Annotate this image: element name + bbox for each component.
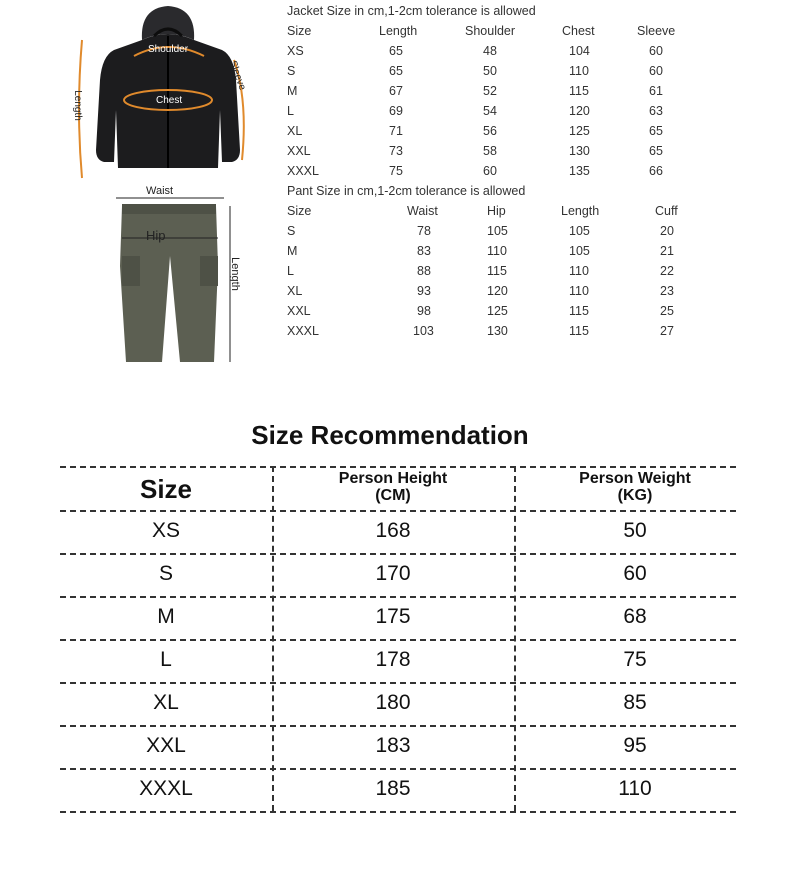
recommendation-title: Size Recommendation bbox=[251, 420, 529, 450]
jacket-header-shoulder: Shoulder bbox=[465, 24, 516, 38]
rec-size-cell: XS bbox=[151, 519, 180, 542]
rec-size-cell: XL bbox=[153, 691, 179, 714]
chest-cell: 130 bbox=[569, 144, 590, 158]
shoulder-label: Shoulder bbox=[148, 44, 189, 55]
waist-cell: 83 bbox=[417, 244, 431, 258]
cuff-cell: 21 bbox=[660, 244, 674, 258]
waist-cell: 93 bbox=[417, 284, 431, 298]
length-cell: 75 bbox=[389, 164, 403, 178]
size-cell: L bbox=[287, 264, 294, 278]
size-cell: XXL bbox=[287, 144, 311, 158]
height-column-header bbox=[272, 470, 514, 504]
size-cell: M bbox=[287, 244, 298, 258]
cuff-cell: 23 bbox=[660, 284, 674, 298]
shoulder-cell: 58 bbox=[483, 144, 497, 158]
length-cell: 67 bbox=[389, 84, 403, 98]
sleeve-cell: 65 bbox=[649, 144, 663, 158]
cuff-cell: 20 bbox=[660, 224, 674, 238]
hip-cell: 120 bbox=[487, 284, 508, 298]
weight-header-line2: (KG) bbox=[617, 487, 653, 504]
pant-header-hip: Hip bbox=[487, 204, 506, 218]
shoulder-cell: 52 bbox=[483, 84, 497, 98]
jacket-header-chest: Chest bbox=[562, 24, 595, 38]
column-divider bbox=[514, 466, 516, 811]
jacket-header-size: Size bbox=[287, 24, 312, 38]
jacket-image bbox=[72, 0, 264, 188]
sleeve-cell: 60 bbox=[649, 64, 663, 78]
chest-label: Chest bbox=[156, 95, 183, 106]
length-cell: 105 bbox=[569, 224, 590, 238]
rec-weight-cell: 75 bbox=[623, 648, 647, 671]
length-cell: 105 bbox=[569, 244, 590, 258]
rec-size-cell: XXL bbox=[146, 734, 186, 757]
column-divider bbox=[272, 466, 274, 811]
length-cell: 65 bbox=[389, 64, 403, 78]
size-cell: S bbox=[287, 64, 296, 78]
sleeve-label: Sleeve bbox=[226, 59, 248, 92]
rec-height-cell: 180 bbox=[375, 691, 411, 714]
cuff-cell: 25 bbox=[660, 304, 674, 318]
row-divider bbox=[60, 639, 736, 641]
sleeve-cell: 60 bbox=[649, 44, 663, 58]
pants-length-label: Length bbox=[228, 257, 241, 291]
chest-cell: 135 bbox=[569, 164, 590, 178]
size-cell: XXXL bbox=[287, 324, 319, 338]
size-cell: XXL bbox=[287, 304, 311, 318]
pants-illustration bbox=[100, 186, 250, 366]
row-divider bbox=[60, 811, 736, 813]
row-divider bbox=[60, 510, 736, 512]
sleeve-cell: 63 bbox=[649, 104, 663, 118]
row-divider bbox=[60, 725, 736, 727]
pant-header-length: Length bbox=[561, 204, 600, 218]
row-divider bbox=[60, 553, 736, 555]
rec-weight-cell: 60 bbox=[623, 562, 647, 585]
hip-cell: 130 bbox=[487, 324, 508, 338]
jacket-header-length: Length bbox=[379, 24, 418, 38]
rec-height-cell: 183 bbox=[375, 734, 411, 757]
jacket-chart-title: Jacket Size in cm,1-2cm tolerance is allowed bbox=[287, 4, 536, 18]
length-cell: 115 bbox=[569, 324, 589, 338]
size-cell: XS bbox=[287, 44, 304, 58]
rec-weight-cell: 50 bbox=[623, 519, 647, 542]
rec-weight-cell: 110 bbox=[618, 777, 652, 800]
length-cell: 115 bbox=[569, 304, 589, 318]
size-column-header: Size bbox=[139, 474, 193, 504]
size-cell: XXXL bbox=[287, 164, 319, 178]
chest-cell: 110 bbox=[569, 64, 589, 78]
rec-weight-cell: 95 bbox=[623, 734, 647, 757]
rec-size-cell: S bbox=[158, 562, 173, 585]
chest-cell: 115 bbox=[569, 84, 589, 98]
waist-cell: 78 bbox=[417, 224, 431, 238]
size-cell: S bbox=[287, 224, 296, 238]
size-cell: L bbox=[287, 104, 294, 118]
chest-cell: 120 bbox=[569, 104, 590, 118]
pants-image bbox=[100, 186, 250, 366]
sleeve-cell: 61 bbox=[649, 84, 663, 98]
shoulder-cell: 50 bbox=[483, 64, 497, 78]
jacket-illustration bbox=[72, 0, 264, 188]
pant-header-waist: Waist bbox=[407, 204, 438, 218]
shoulder-cell: 54 bbox=[483, 104, 497, 118]
rec-size-cell: M bbox=[157, 605, 175, 628]
jacket-header-sleeve: Sleeve bbox=[637, 24, 676, 38]
chest-cell: 125 bbox=[569, 124, 590, 138]
rec-height-cell: 168 bbox=[375, 519, 411, 542]
pant-chart-title: Pant Size in cm,1-2cm tolerance is allowed bbox=[287, 184, 526, 198]
rec-size-cell: L bbox=[160, 648, 172, 671]
waist-cell: 88 bbox=[417, 264, 431, 278]
row-divider bbox=[60, 768, 736, 770]
pant-header-cuff: Cuff bbox=[655, 204, 678, 218]
length-cell: 69 bbox=[389, 104, 403, 118]
rec-height-cell: 185 bbox=[375, 777, 411, 800]
size-cell: XL bbox=[287, 124, 303, 138]
row-divider bbox=[60, 596, 736, 598]
length-cell: 73 bbox=[389, 144, 403, 158]
jacket-length-label: Length bbox=[71, 90, 83, 121]
length-cell: 110 bbox=[569, 284, 589, 298]
waist-label: Waist bbox=[146, 185, 174, 197]
cuff-cell: 27 bbox=[660, 324, 674, 338]
rec-height-cell: 178 bbox=[375, 648, 411, 671]
shoulder-cell: 48 bbox=[483, 44, 497, 58]
pant-header-size: Size bbox=[287, 204, 312, 218]
recommendation-table bbox=[60, 466, 736, 811]
hip-cell: 105 bbox=[487, 224, 508, 238]
rec-size-cell: XXXL bbox=[139, 777, 193, 800]
chest-cell: 104 bbox=[569, 44, 590, 58]
length-cell: 110 bbox=[569, 264, 589, 278]
shoulder-cell: 56 bbox=[483, 124, 497, 138]
length-cell: 65 bbox=[389, 44, 403, 58]
hip-cell: 125 bbox=[487, 304, 508, 318]
weight-column-header bbox=[514, 470, 756, 504]
hip-cell: 110 bbox=[487, 244, 507, 258]
rec-height-cell: 170 bbox=[375, 562, 411, 585]
rec-weight-cell: 85 bbox=[623, 691, 647, 714]
size-cell: XL bbox=[287, 284, 303, 298]
sleeve-cell: 65 bbox=[649, 124, 663, 138]
length-cell: 71 bbox=[389, 124, 403, 138]
shoulder-cell: 60 bbox=[483, 164, 497, 178]
row-divider bbox=[60, 682, 736, 684]
weight-header-line1: Person Weight bbox=[579, 470, 691, 487]
waist-cell: 103 bbox=[413, 324, 434, 338]
hip-cell: 115 bbox=[487, 264, 507, 278]
rec-weight-cell: 68 bbox=[623, 605, 647, 628]
height-header-line2: (CM) bbox=[375, 487, 411, 504]
cuff-cell: 22 bbox=[660, 264, 674, 278]
sleeve-cell: 66 bbox=[649, 164, 663, 178]
rec-height-cell: 175 bbox=[375, 605, 411, 628]
waist-cell: 98 bbox=[417, 304, 431, 318]
row-divider bbox=[60, 466, 736, 468]
hip-label: Hip bbox=[146, 228, 166, 243]
height-header-line1: Person Height bbox=[338, 470, 448, 487]
size-cell: M bbox=[287, 84, 298, 98]
